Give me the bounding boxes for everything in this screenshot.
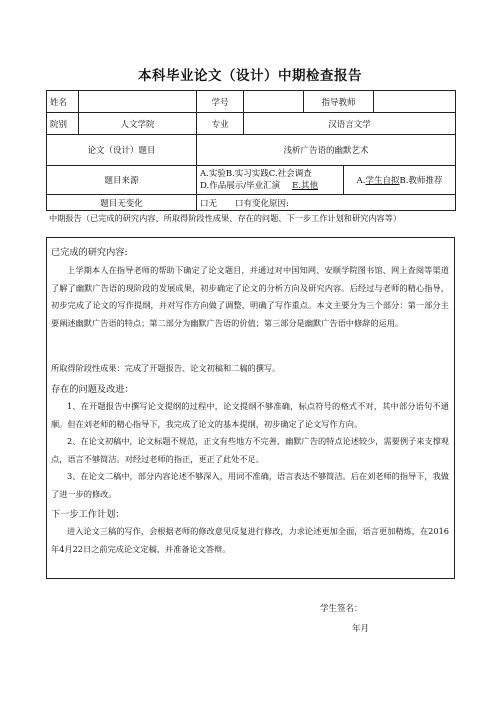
date-label: 年月 [352, 624, 370, 634]
student-id-field[interactable] [244, 91, 304, 113]
source-option-e: E.其他 [292, 181, 319, 191]
info-table [46, 90, 456, 211]
problem-1: 1、在开题报告中撰写论文提纲的过程中，论文提纲不够准确，标点符号的格式不对，其中部分语句不通顺。但在刘老师的精心指导下，我完成了论文的基本提纲，初步确定了论文写作方向。 [51, 401, 449, 429]
name-field[interactable] [79, 91, 197, 113]
row-name [47, 91, 456, 113]
advisor-field[interactable] [374, 91, 456, 113]
student-id-label: 学号 [197, 91, 244, 113]
achievement-line: 所取得阶段性成果：完成了开题报告、论文初稿和二稿的撰写。 [51, 363, 281, 373]
proposal-prefix: A. [356, 176, 366, 186]
major-label: 专业 [197, 113, 244, 135]
student-signature-label: 学生签名： [320, 604, 363, 614]
row-source [47, 166, 456, 195]
problems-heading: 存在的问题及改进： [51, 384, 134, 395]
plan-heading: 下一步工作计划： [51, 509, 125, 520]
college-field[interactable]: 人文学院 [79, 113, 197, 135]
source-option-d: D.作品展示/毕业汇演 [200, 181, 281, 191]
college-label: 院别 [47, 113, 79, 135]
report-content-box[interactable] [46, 237, 455, 579]
completed-text: 上学期本人在指导老师的帮助下确定了论文题目，并通过对中国知网、安顺学院图书馆、网上查阅等渠道了解了幽默广告语的现阶段的发展成果，初步确定了论文的分析方向及研究内容。后经过与老师的精心指导，初步完成了论文的写作提纲，并对写作方向做了调整，明确了写作重点。本文主要分为三个部分：第一部分主要阐述幽默广告语的特点；第二部分为幽默广告语的价值；第三部分是幽默广告语中修辞的运用。 [51, 265, 449, 328]
row-change [47, 195, 456, 211]
has-change-checkbox[interactable]: 口有变化原因: [235, 198, 289, 209]
proposal-suffix: B.教师推荐 [399, 176, 443, 186]
thesis-label: 论文（设计）题目 [47, 135, 197, 166]
source-label: 题目来源 [47, 166, 197, 195]
row-college [47, 113, 456, 135]
source-options-line2 [200, 180, 340, 192]
row-thesis [47, 135, 456, 166]
plan-text: 进入论文三稿的写作，会根据老师的修改意见反复进行修改，力求论述更加全面，语言更加精炼，在2016年4月22日之前完成论文定稿，并准备论文答辩。 [51, 526, 449, 554]
completed-heading: 已完成的研究内容: [51, 247, 128, 258]
major-field[interactable]: 汉语言文学 [244, 113, 456, 135]
change-options[interactable] [197, 195, 456, 211]
problem-3: 3、在论文二稿中，部分内容论述不够深入，用词不准确，语言表达不够简洁。后在刘老师的指导下，我做了进一步的修改。 [51, 471, 449, 499]
no-change-checkbox[interactable]: 口无 [200, 198, 218, 209]
source-options-line1: A.实验B.实习实践C.社会调查 [200, 169, 312, 179]
problem-2: 2、在论文初稿中，论文标题不规范，正文有些地方不完善，幽默广告的特点论述较少，需要例子来支撑观点，语言不够简洁。对经过老师的指正，更正了此处不足。 [51, 436, 449, 464]
thesis-field[interactable]: 浅析广告语的幽默艺术 [197, 135, 456, 166]
source-options[interactable] [197, 166, 344, 195]
page-title: 本科毕业论文（设计）中期检查报告 [138, 68, 362, 84]
advisor-label: 指导教师 [304, 91, 374, 113]
change-label: 题目无变化 [47, 195, 197, 211]
proposal-selected: 学生自拟 [365, 176, 400, 186]
report-note: 中期报告（已完成的研究内容、所取得阶段性成果、存在的问题、下一步工作计划和研究内容等） [49, 213, 402, 223]
name-label: 姓名 [47, 91, 79, 113]
proposal-options[interactable] [344, 166, 456, 195]
